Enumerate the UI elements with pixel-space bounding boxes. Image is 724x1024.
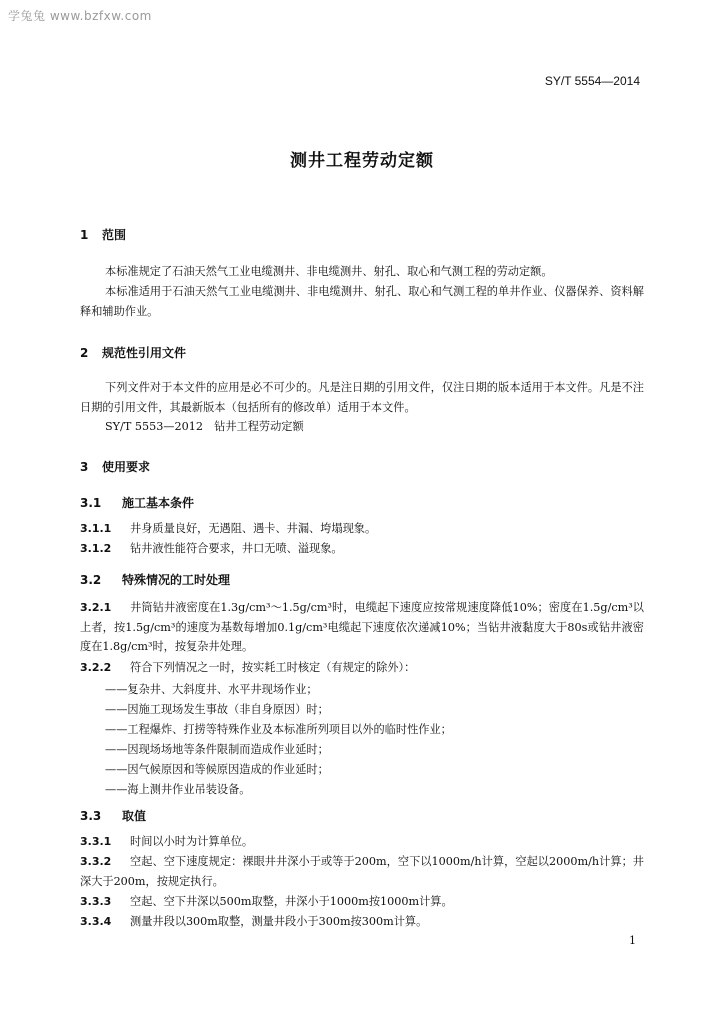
clause-number: 3.3.3 — [80, 895, 112, 908]
section-number: 2 — [80, 346, 89, 360]
paragraph: 本标准适用于石油天然气工业电缆测井、非电缆测井、射孔、取心和气测工程的单井作业、仪器保养、资料解释和辅助作业。 — [80, 285, 644, 318]
subsection-title: 取值 — [122, 809, 147, 823]
dash-list-item: ——复杂井、大斜度井、水平井现场作业； — [105, 683, 318, 696]
dash-list-item: ——海上测井作业吊装设备。 — [105, 783, 251, 796]
dash-list-item: ——因现场场地等条件限制而造成作业延时； — [105, 743, 329, 756]
clause-text: 钻井液性能符合要求，井口无喷、溢现象。 — [130, 542, 343, 555]
dash-list-item: ——因气候原因和等候原因造成的作业延时； — [105, 763, 329, 776]
subsection-number: 3.1 — [80, 496, 102, 510]
clause-number: 3.3.1 — [80, 835, 112, 848]
clause-number: 3.3.4 — [80, 915, 112, 928]
clause-item — [80, 598, 644, 657]
subsection-3-1-heading — [80, 494, 194, 511]
section-1-heading — [80, 226, 126, 243]
clause-item — [80, 852, 644, 891]
clause-item — [80, 912, 427, 932]
dash-list-item: ——工程爆炸、打捞等特殊作业及本标准所列项目以外的临时性作业； — [105, 723, 452, 736]
clause-item — [80, 658, 415, 678]
clause-number: 3.3.2 — [80, 855, 112, 868]
section-title: 范围 — [102, 228, 127, 242]
paragraph: 下列文件对于本文件的应用是必不可少的。凡是注日期的引用文件，仅注日期的版本适用于本文件。凡是不注日期的引用文件，其最新版本（包括所有的修改单）适用于本文件。 — [80, 381, 644, 414]
clause-item — [80, 519, 376, 539]
dash-list-item: ——因施工现场发生事故（非自身原因）时； — [105, 703, 329, 716]
document-title: 测井工程劳动定额 — [290, 151, 434, 171]
subsection-title: 施工基本条件 — [122, 496, 195, 510]
section-number: 3 — [80, 460, 89, 474]
section-2-heading — [80, 344, 186, 361]
watermark: 学兔兔 www.bzfxw.com — [8, 9, 152, 23]
section-title: 规范性引用文件 — [102, 346, 187, 360]
standard-number: SY/T 5554—2014 — [544, 74, 640, 88]
clause-item — [80, 539, 343, 559]
clause-text: 空起、空下井深以500m取整，井深小于1000m按1000m计算。 — [130, 895, 453, 908]
subsection-number: 3.2 — [80, 573, 102, 587]
paragraph: 本标准规定了石油天然气工业电缆测井、非电缆测井、射孔、取心和气测工程的劳动定额。 — [105, 265, 553, 278]
clause-item — [80, 892, 453, 912]
clause-item — [80, 832, 253, 852]
section-3-heading — [80, 458, 150, 475]
subsection-title: 特殊情况的工时处理 — [122, 573, 231, 587]
clause-number: 3.2.2 — [80, 661, 112, 674]
clause-number: 3.2.1 — [80, 601, 112, 614]
clause-text: 井身质量良好，无遇阻、遇卡、井漏、垮塌现象。 — [130, 522, 377, 535]
clause-text: 井筒钻井液密度在1.3g/cm³～1.5g/cm³时，电缆起下速度应按常规速度降低10%；密度在1.5g/cm³以上者，按1.5g/cm³的速度为基数每增加0.1g/cm³电缆起下速度依次递减10%；当钻井液黏度大于80s或钻井液密度在1.8g/cm³时，按复杂井处理。 — [80, 601, 644, 653]
clause-number: 3.1.1 — [80, 522, 112, 535]
page-number: 1 — [629, 934, 636, 947]
normative-reference: SY/T 5553—2012 钻井工程劳动定额 — [105, 420, 304, 433]
clause-text: 测量井段以300m取整，测量井段小于300m按300m计算。 — [130, 915, 428, 928]
section-title: 使用要求 — [102, 460, 151, 474]
clause-text: 时间以小时为计算单位。 — [130, 835, 254, 848]
subsection-number: 3.3 — [80, 809, 102, 823]
section-number: 1 — [80, 228, 89, 242]
clause-text: 符合下列情况之一时，按实耗工时核定（有规定的除外）： — [130, 661, 416, 674]
subsection-3-3-heading — [80, 807, 146, 824]
subsection-3-2-heading — [80, 571, 230, 588]
clause-text: 空起、空下速度规定：裸眼井井深小于或等于200m，空下以1000m/h计算，空起以2000m/h计算；井深大于200m，按规定执行。 — [80, 855, 644, 888]
clause-number: 3.1.2 — [80, 542, 112, 555]
